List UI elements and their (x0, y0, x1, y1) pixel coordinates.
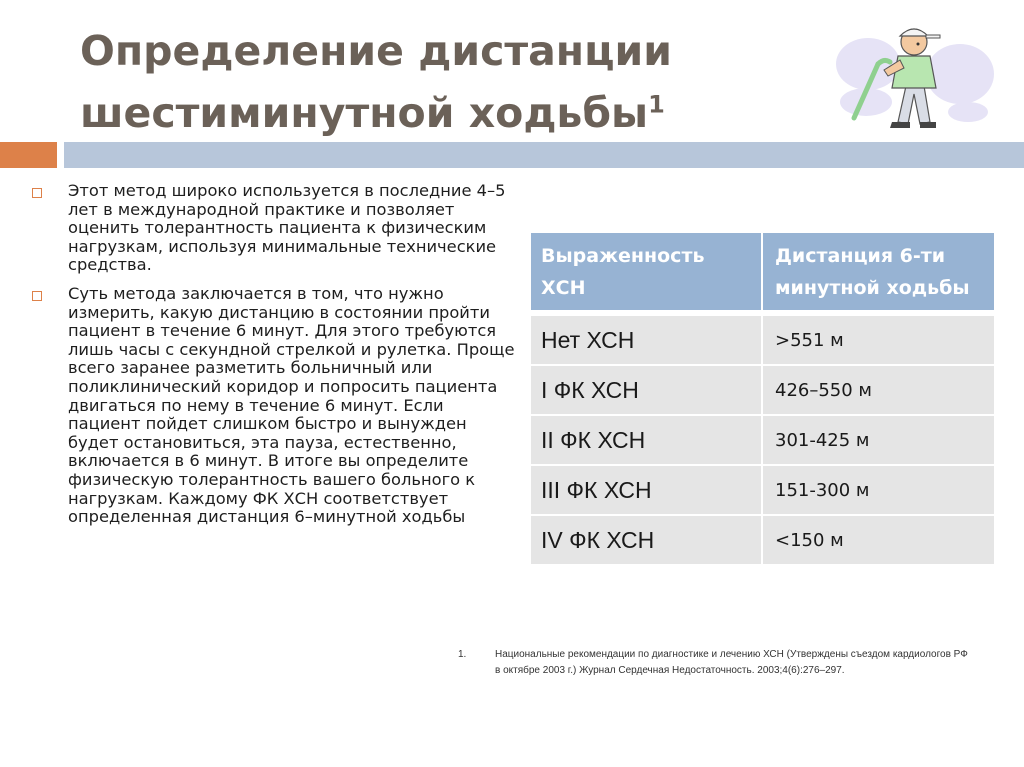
bullet-text: Суть метода заключается в том, что нужно измерить, какую дистанцию в состоянии пройти пациент в течение 6 минут. Для этого требуются лишь часы с секундной стрелкой и рулетка. Проще всего заранее разметить больничный или поликлинический коридор и попросить пациента двигаться по нему в течение 6 минут. Если пациент пойдет слишком быстро и вынужден будет остановиться, эта пауза, естественно, включается в 6 минут. В итоге вы определите физическую толерантность вашего больного к нагрузкам. Каждому ФК ХСН соответствует определенная дистанция 6–минутной ходьбы (68, 283, 515, 527)
cell-distance: 301-425 м (762, 415, 995, 465)
cell-distance: >551 м (762, 315, 995, 365)
header-distance: Дистанция 6-ти минутной ходьбы (762, 232, 995, 311)
square-bullet-icon (32, 291, 42, 301)
page-title (80, 20, 800, 144)
square-bullet-icon (32, 188, 42, 198)
table-header-row (530, 232, 995, 311)
cell-severity: II ФК ХСН (530, 415, 762, 465)
title-superscript: 1 (648, 90, 665, 119)
accent-bar-blue (64, 142, 1024, 168)
table-row (530, 415, 995, 465)
title-line-1: Определение дистанции (80, 27, 672, 75)
footnote-number: 1. (458, 649, 467, 660)
cell-severity: III ФК ХСН (530, 465, 762, 515)
cell-severity: Нет ХСН (530, 315, 762, 365)
table-row (530, 515, 995, 565)
header-severity: Выраженность ХСН (530, 232, 762, 311)
list-item (30, 285, 520, 527)
cell-severity: I ФК ХСН (530, 365, 762, 415)
table-row (530, 315, 995, 365)
table-row (530, 465, 995, 515)
cell-distance: 426–550 м (762, 365, 995, 415)
title-line-2-text: шестиминутной ходьбы (80, 89, 649, 137)
accent-bar-orange (0, 142, 57, 168)
table-row (530, 365, 995, 415)
bullet-list (30, 182, 520, 537)
cell-distance: <150 м (762, 515, 995, 565)
cell-distance: 151-300 м (762, 465, 995, 515)
footnote-text: Национальные рекомендации по диагностике и лечению ХСН (Утверждены съездом кардиологов РФ в октябре 2003 г.) Журнал Сердечная Недостаточность. 2003;4(6):276–297. (495, 649, 968, 676)
cell-severity: IV ФК ХСН (530, 515, 762, 565)
distance-table (529, 231, 996, 566)
bullet-text: Этот метод широко используется в последние 4–5 лет в международной практике и позволяет оценить толерантность пациента к физическим нагрузкам, используя минимальные технические средства. (68, 181, 506, 275)
walking-man-with-cane-icon (828, 14, 1000, 136)
title-line-2 (80, 82, 800, 144)
list-item (30, 182, 520, 275)
